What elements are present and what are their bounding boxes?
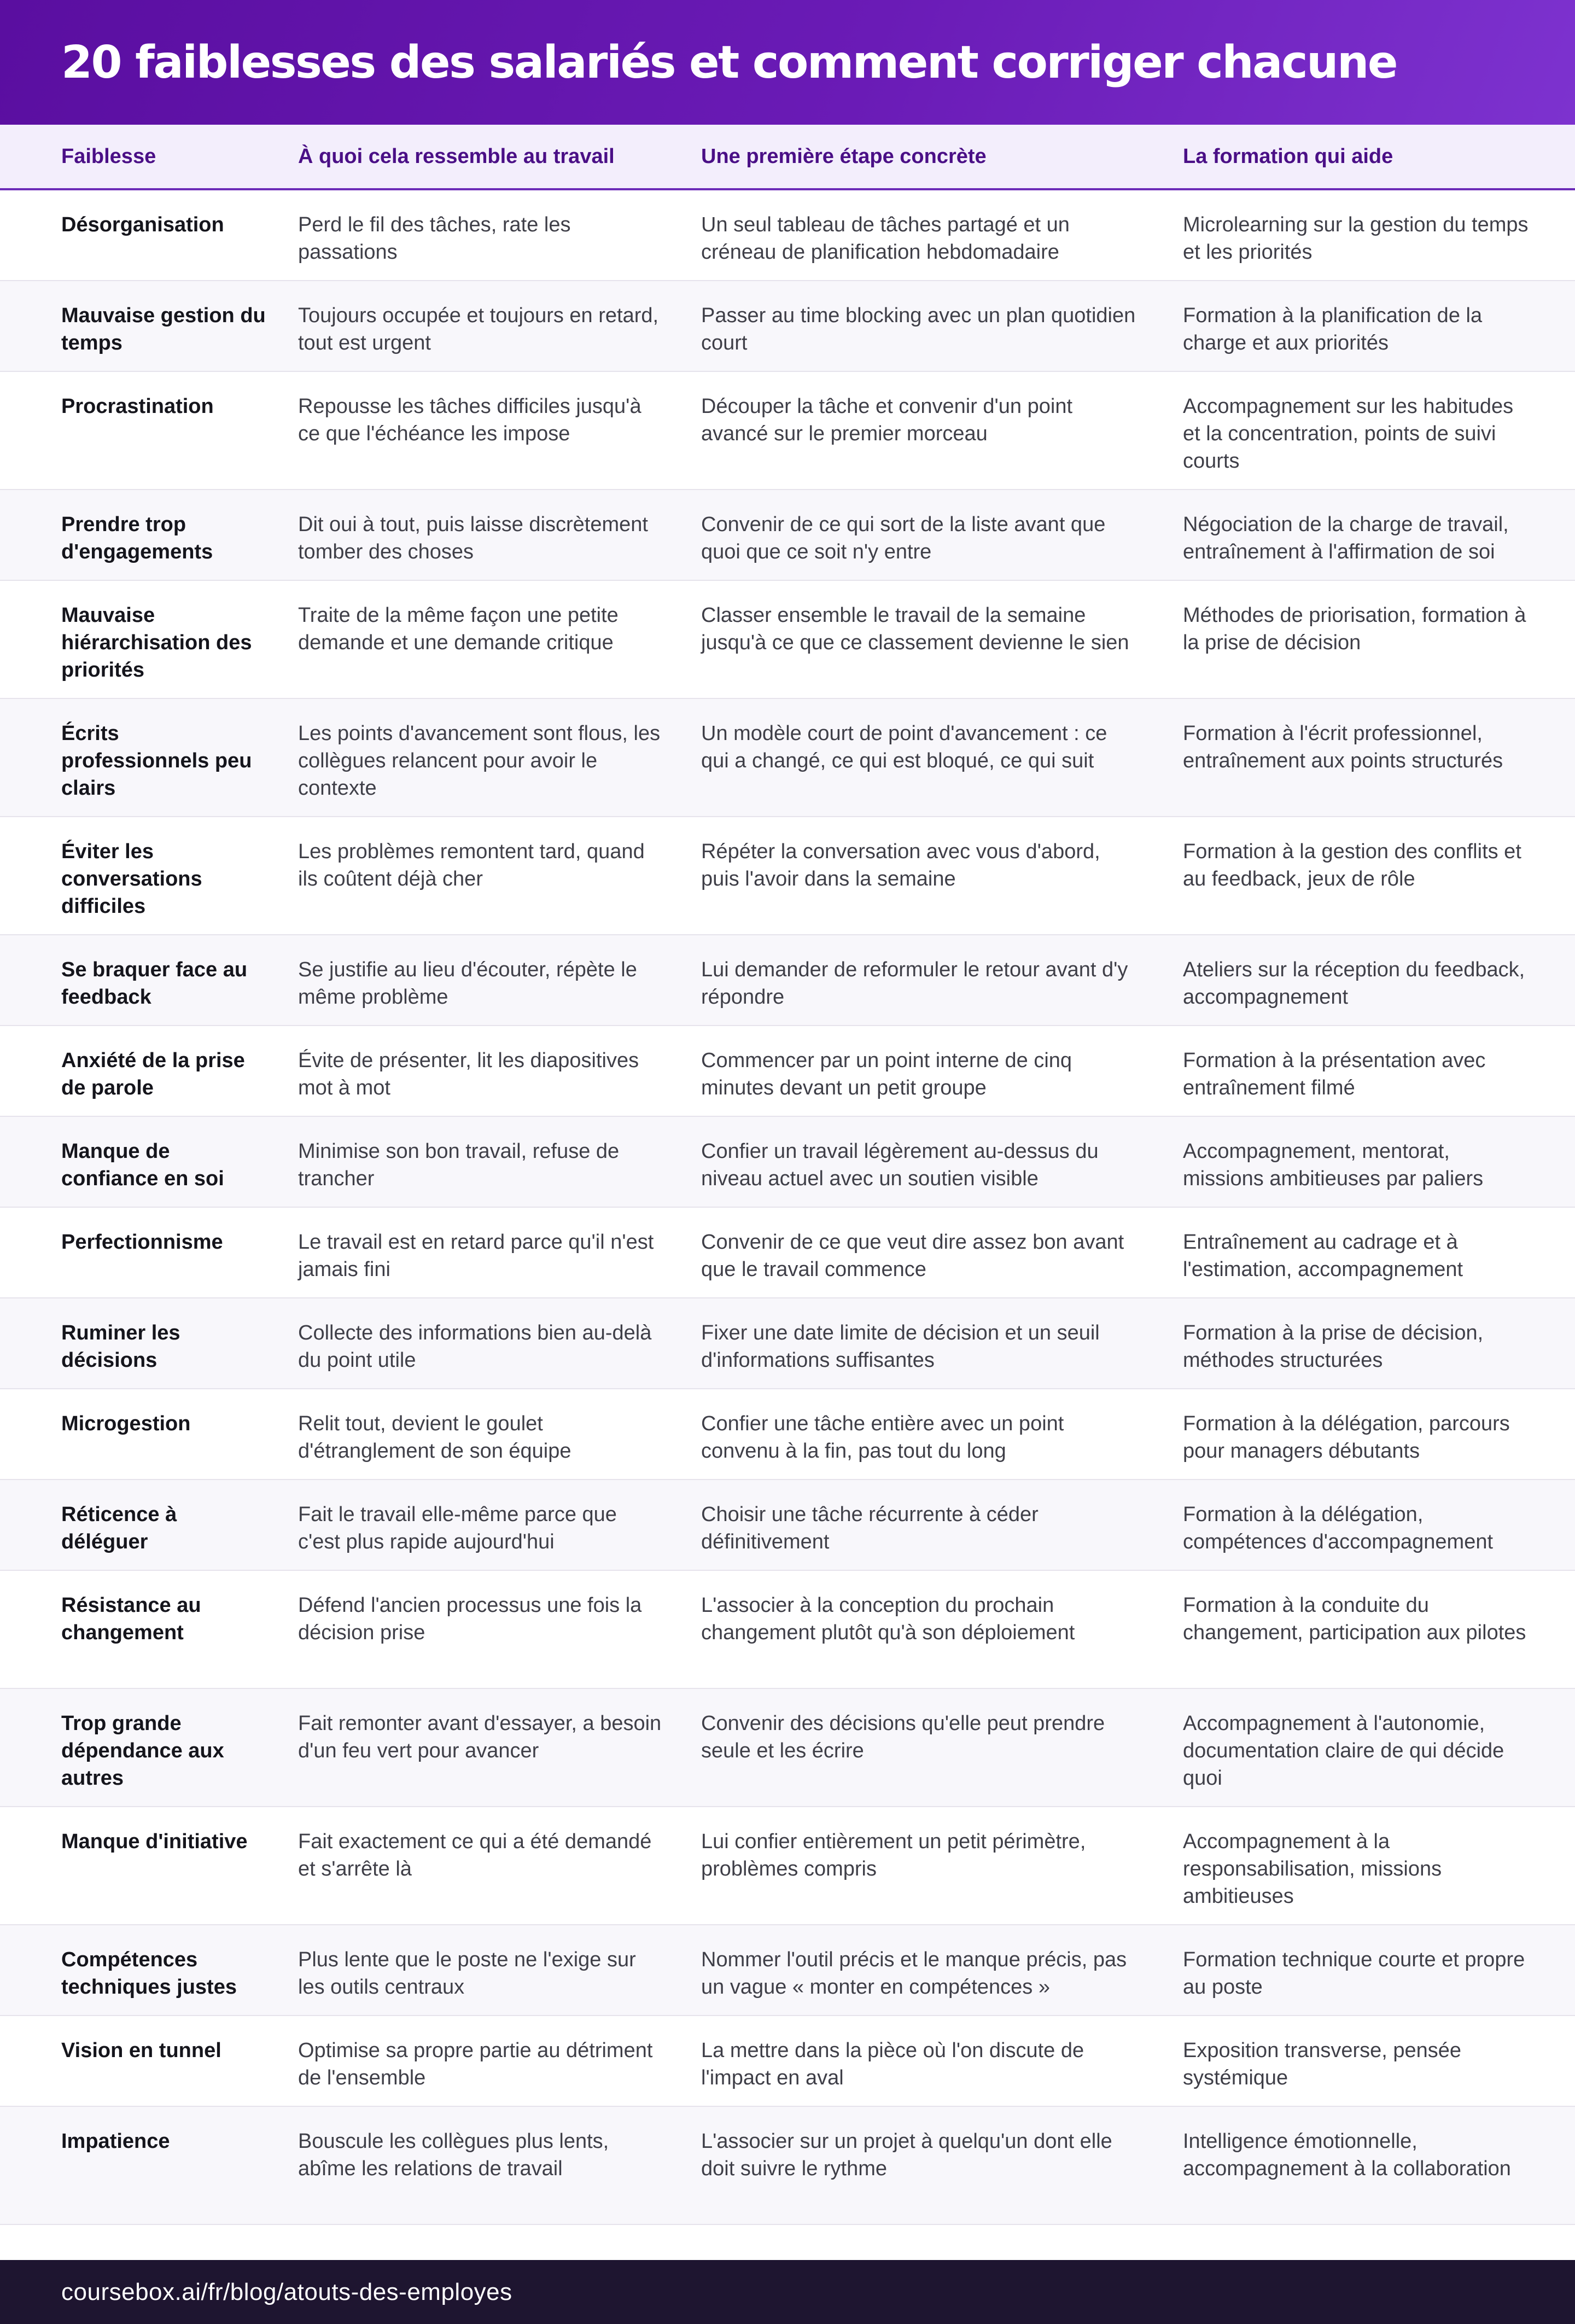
looks-like-cell: Les problèmes remontent tard, quand ils coûtent déjà cher (298, 840, 645, 890)
first-step-cell: L'associer sur un projet à quelqu'un dont elle doit suivre le rythme (701, 2130, 1112, 2180)
weakness-cell: Se braquer face au feedback (61, 958, 248, 1009)
table-row (0, 2016, 1575, 2107)
table-row (0, 699, 1575, 817)
weakness-cell: Trop grande dépendance aux autres (61, 1712, 224, 1790)
first-step-cell: Convenir des décisions qu'elle peut prendre seule et les écrire (701, 1712, 1105, 1762)
weakness-cell: Mauvaise hiérarchisation des priorités (61, 604, 252, 682)
looks-like-cell: Les points d'avancement sont flous, les collègues relancent pour avoir le contexte (298, 722, 661, 800)
title-banner (0, 0, 1575, 125)
first-step-cell: L'associer à la conception du prochain changement plutôt qu'à son déploiement (701, 1594, 1075, 1644)
looks-like-cell: Fait remonter avant d'essayer, a besoin d'un feu vert pour avancer (298, 1712, 662, 1762)
training-cell: Formation à la conduite du changement, participation aux pilotes (1183, 1594, 1526, 1644)
weakness-cell: Perfectionnisme (61, 1231, 223, 1254)
looks-like-cell: Traite de la même façon une petite demande et une demande critique (298, 604, 619, 654)
page-title: 20 faiblesses des salariés et comment corriger chacune (61, 36, 1397, 89)
column-header-training: La formation qui aide (1183, 144, 1393, 168)
looks-like-cell: Se justifie au lieu d'écouter, répète le même problème (298, 958, 637, 1009)
training-cell: Formation à la prise de décision, méthodes structurées (1183, 1321, 1484, 1372)
table-row (0, 1689, 1575, 1807)
table-row (0, 1298, 1575, 1389)
first-step-cell: Convenir de ce qui sort de la liste avant que quoi que ce soit n'y entre (701, 513, 1106, 563)
table-row (0, 581, 1575, 699)
weakness-cell: Désorganisation (61, 213, 224, 236)
weakness-cell: Réticence à déléguer (61, 1503, 177, 1553)
first-step-cell: Un seul tableau de tâches partagé et un créneau de planification hebdomadaire (701, 213, 1070, 264)
training-cell: Formation à la présentation avec entraînement filmé (1183, 1049, 1486, 1099)
training-cell: Ateliers sur la réception du feedback, accompagnement (1183, 958, 1525, 1009)
first-step-cell: Confier un travail légèrement au-dessus du niveau actuel avec un soutien visible (701, 1140, 1099, 1190)
table-row (0, 490, 1575, 581)
table-row (0, 1208, 1575, 1298)
looks-like-cell: Optimise sa propre partie au détriment de l'ensemble (298, 2039, 653, 2089)
weakness-cell: Manque d'initiative (61, 1830, 248, 1853)
looks-like-cell: Le travail est en retard parce qu'il n'est jamais fini (298, 1231, 654, 1281)
looks-like-cell: Fait le travail elle-même parce que c'est plus rapide aujourd'hui (298, 1503, 617, 1553)
first-step-cell: Répéter la conversation avec vous d'abord, puis l'avoir dans la semaine (701, 840, 1100, 890)
column-header-weakness: Faiblesse (61, 144, 156, 168)
first-step-cell: Convenir de ce que veut dire assez bon avant que le travail commence (701, 1231, 1124, 1281)
first-step-cell: Nommer l'outil précis et le manque précis, pas un vague « monter en compétences » (701, 1948, 1127, 1999)
first-step-cell: Fixer une date limite de décision et un seuil d'informations suffisantes (701, 1321, 1100, 1372)
first-step-cell: Un modèle court de point d'avancement : ce qui a changé, ce qui est bloqué, ce qui suit (701, 722, 1107, 772)
weakness-cell: Prendre trop d'engagements (61, 513, 213, 563)
training-cell: Négociation de la charge de travail, entraînement à l'affirmation de soi (1183, 513, 1509, 563)
weakness-cell: Manque de confiance en soi (61, 1140, 224, 1190)
looks-like-cell: Fait exactement ce qui a été demandé et s'arrête là (298, 1830, 652, 1880)
looks-like-cell: Minimise son bon travail, refuse de trancher (298, 1140, 620, 1190)
looks-like-cell: Plus lente que le poste ne l'exige sur les outils centraux (298, 1948, 636, 1999)
looks-like-cell: Évite de présenter, lit les diapositives mot à mot (298, 1049, 639, 1099)
table-row (0, 1480, 1575, 1571)
looks-like-cell: Repousse les tâches difficiles jusqu'à ce que l'échéance les impose (298, 395, 641, 445)
first-step-cell: Lui confier entièrement un petit périmètre, problèmes compris (701, 1830, 1086, 1880)
training-cell: Formation technique courte et propre au poste (1183, 1948, 1525, 1999)
first-step-cell: Passer au time blocking avec un plan quotidien court (701, 304, 1136, 354)
training-cell: Méthodes de priorisation, formation à la prise de décision (1183, 604, 1526, 654)
weakness-cell: Mauvaise gestion du temps (61, 304, 266, 354)
table-row (0, 1117, 1575, 1208)
training-cell: Formation à la délégation, parcours pour managers débutants (1183, 1412, 1510, 1463)
table-row (0, 1026, 1575, 1117)
table-row (0, 372, 1575, 490)
training-cell: Entraînement au cadrage et à l'estimation, accompagnement (1183, 1231, 1463, 1281)
training-cell: Accompagnement sur les habitudes et la concentration, points de suivi courts (1183, 395, 1514, 473)
training-cell: Formation à l'écrit professionnel, entraînement aux points structurés (1183, 722, 1503, 772)
weakness-cell: Vision en tunnel (61, 2039, 221, 2062)
footer-url: coursebox.ai/fr/blog/atouts-des-employes (61, 2278, 512, 2305)
weakness-cell: Écrits professionnels peu clairs (61, 722, 252, 800)
table-row (0, 817, 1575, 935)
weakness-cell: Ruminer les décisions (61, 1321, 180, 1372)
looks-like-cell: Toujours occupée et toujours en retard, tout est urgent (298, 304, 659, 354)
weakness-cell: Compétences techniques justes (61, 1948, 237, 1999)
first-step-cell: Découper la tâche et convenir d'un point avancé sur le premier morceau (701, 395, 1073, 445)
table-row (0, 1807, 1575, 1925)
training-cell: Microlearning sur la gestion du temps et les priorités (1183, 213, 1529, 264)
looks-like-cell: Relit tout, devient le goulet d'étranglement de son équipe (298, 1412, 571, 1463)
training-cell: Accompagnement à la responsabilisation, missions ambitieuses (1183, 1830, 1442, 1908)
table-row (0, 281, 1575, 372)
table-row (0, 1571, 1575, 1689)
table-body (0, 190, 1575, 2260)
training-cell: Accompagnement à l'autonomie, documentation claire de qui décide quoi (1183, 1712, 1504, 1790)
column-header-first-step: Une première étape concrète (701, 144, 987, 168)
weakness-cell: Éviter les conversations difficiles (61, 840, 202, 918)
first-step-cell: Classer ensemble le travail de la semaine jusqu'à ce que ce classement devienne le sien (701, 604, 1129, 654)
table-row (0, 935, 1575, 1026)
training-cell: Accompagnement, mentorat, missions ambitieuses par paliers (1183, 1140, 1484, 1190)
weakness-cell: Microgestion (61, 1412, 191, 1435)
training-cell: Formation à la délégation, compétences d'accompagnement (1183, 1503, 1494, 1553)
table-header (0, 125, 1575, 190)
table-row (0, 190, 1575, 281)
table-row (0, 1925, 1575, 2016)
training-cell: Exposition transverse, pensée systémique (1183, 2039, 1462, 2089)
footer-bar (0, 2260, 1575, 2324)
first-step-cell: Lui demander de reformuler le retour avant d'y répondre (701, 958, 1128, 1009)
training-cell: Formation à la planification de la charge et aux priorités (1183, 304, 1483, 354)
looks-like-cell: Défend l'ancien processus une fois la décision prise (298, 1594, 642, 1644)
first-step-cell: Commencer par un point interne de cinq minutes devant un petit groupe (701, 1049, 1072, 1099)
weakness-cell: Procrastination (61, 395, 214, 418)
weakness-cell: Anxiété de la prise de parole (61, 1049, 245, 1099)
first-step-cell: La mettre dans la pièce où l'on discute de l'impact en aval (701, 2039, 1084, 2089)
looks-like-cell: Bouscule les collègues plus lents, abîme les relations de travail (298, 2130, 609, 2180)
table-row (0, 2107, 1575, 2225)
column-header-looks-like: À quoi cela ressemble au travail (298, 144, 615, 168)
weakness-cell: Impatience (61, 2130, 170, 2153)
weakness-cell: Résistance au changement (61, 1594, 201, 1644)
first-step-cell: Choisir une tâche récurrente à céder définitivement (701, 1503, 1039, 1553)
looks-like-cell: Collecte des informations bien au-delà du point utile (298, 1321, 652, 1372)
training-cell: Intelligence émotionnelle, accompagnement à la collaboration (1183, 2130, 1511, 2180)
looks-like-cell: Dit oui à tout, puis laisse discrètement tomber des choses (298, 513, 648, 563)
first-step-cell: Confier une tâche entière avec un point convenu à la fin, pas tout du long (701, 1412, 1064, 1463)
training-cell: Formation à la gestion des conflits et au feedback, jeux de rôle (1183, 840, 1521, 890)
looks-like-cell: Perd le fil des tâches, rate les passations (298, 213, 571, 264)
table-row (0, 1389, 1575, 1480)
